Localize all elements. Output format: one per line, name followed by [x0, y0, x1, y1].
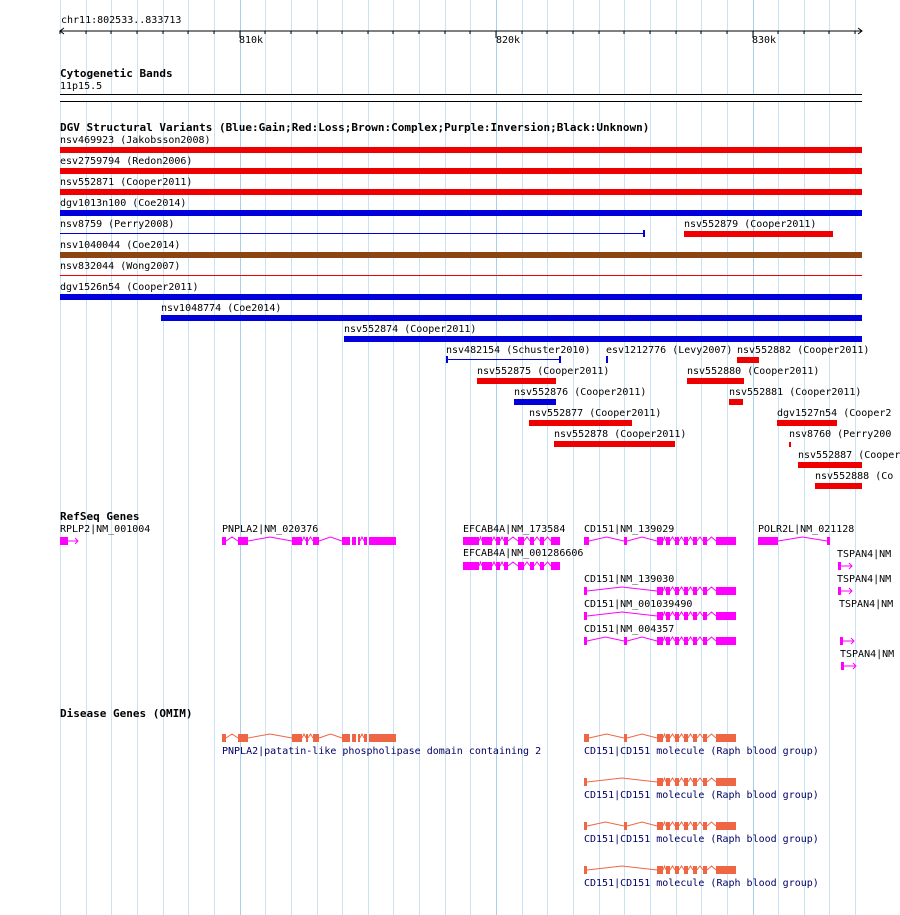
omim-cd151-gene-3-exon: [657, 822, 663, 830]
omim-cd151-gene-1-exon: [693, 734, 697, 742]
omim-cd151-gene-1-exon: [716, 734, 736, 742]
tick-label-820k: 820k: [496, 35, 521, 46]
omim-gene-link[interactable]: PNPLA2|patatin-like phospholipase domain containing 2: [222, 746, 542, 757]
omim-cd151-gene-3-exon: [703, 822, 707, 830]
omim-cd151-gene-4-exon: [584, 866, 587, 874]
omim-pnpla2-gene-exon: [306, 734, 308, 742]
gene-label: EFCAB4A|NM_001286606: [463, 548, 584, 559]
omim-pnpla2-gene-exon: [222, 734, 226, 742]
gene-label: CD151|NM_139030: [584, 574, 675, 585]
variant-label: nsv832044 (Wong2007): [60, 261, 181, 272]
gene-label: POLR2L|NM_021128: [758, 524, 855, 535]
gene-label: CD151|NM_004357: [584, 624, 675, 635]
variant-label: nsv552876 (Cooper2011): [514, 387, 647, 398]
variant-label: dgv1527n54 (Cooper2: [777, 408, 892, 419]
omim-pnpla2-gene-exon: [342, 734, 350, 742]
gene-label: TSPAN4|NM: [839, 599, 894, 610]
variant-label: nsv552875 (Cooper2011): [477, 366, 610, 377]
variant-label: nsv482154 (Schuster2010): [446, 345, 591, 356]
variant-label: nsv552874 (Cooper2011): [344, 324, 477, 335]
gene-label: CD151|NM_139029: [584, 524, 675, 535]
omim-cd151-gene-1-exon: [624, 734, 627, 742]
omim-cd151-gene-4-exon: [703, 866, 707, 874]
omim-cd151-gene-2-exon: [693, 778, 697, 786]
omim-cd151-gene-2-exon: [584, 778, 587, 786]
omim-cd151-gene-2: [584, 778, 736, 786]
omim-cd151-gene-3-exon: [693, 822, 697, 830]
variant-label: nsv8759 (Perry2008): [60, 219, 175, 230]
gene-label: TSPAN4|NM: [840, 649, 895, 660]
gene-label: PNPLA2|NM_020376: [222, 524, 319, 535]
gene-label: RPLP2|NM_001004: [60, 524, 151, 535]
variant-label: nsv552871 (Cooper2011): [60, 177, 193, 188]
omim-cd151-gene-2-exon: [716, 778, 736, 786]
omim-cd151-gene-1-exon: [657, 734, 663, 742]
variant-label: nsv552887 (Cooper: [798, 450, 900, 461]
gene-label: CD151|NM_001039490: [584, 599, 693, 610]
omim-cd151-gene-4-exon: [666, 866, 670, 874]
omim-pnpla2-gene-exon: [364, 734, 367, 742]
omim-cd151-gene-2-exon: [657, 778, 663, 786]
variant-label: nsv552878 (Cooper2011): [554, 429, 687, 440]
variant-label: nsv552877 (Cooper2011): [529, 408, 662, 419]
gene-label: EFCAB4A|NM_173584: [463, 524, 566, 535]
omim-cd151-gene-1: [584, 734, 736, 742]
omim-cd151-gene-3-exon: [684, 822, 688, 830]
omim-pnpla2-gene: [222, 734, 396, 742]
tick-label-810k: 810k: [239, 35, 264, 46]
omim-cd151-gene-3-exon: [624, 822, 627, 830]
omim-cd151-gene-2-exon: [666, 778, 670, 786]
variant-label: nsv552880 (Cooper2011): [687, 366, 820, 377]
omim-cd151-gene-4-exon: [693, 866, 697, 874]
gene-label: TSPAN4|NM: [837, 549, 892, 560]
omim-cd151-gene-2-exon: [675, 778, 679, 786]
region-label: chr11:802533..833713: [61, 15, 182, 26]
omim-gene-link[interactable]: CD151|CD151 molecule (Raph blood group): [584, 790, 819, 801]
variant-label: nsv552888 (Co: [815, 471, 894, 482]
omim-cd151-gene-1-exon: [703, 734, 707, 742]
omim-cd151-gene-3: [584, 822, 736, 830]
omim-cd151-gene-1-exon: [584, 734, 589, 742]
dgv-track-title: DGV Structural Variants (Blue:Gain;Red:Loss;Brown:Complex;Purple:Inversion;Black:Unknown): [60, 121, 650, 134]
omim-cd151-gene-4-exon: [675, 866, 679, 874]
gene-label: TSPAN4|NM: [837, 574, 892, 585]
omim-gene-link[interactable]: CD151|CD151 molecule (Raph blood group): [584, 746, 819, 757]
omim-cd151-gene-2-exon: [684, 778, 688, 786]
variant-label: nsv469923 (Jakobsson2008): [60, 135, 211, 146]
omim-pnpla2-gene-exon: [292, 734, 302, 742]
omim-cd151-gene-1-exon: [675, 734, 679, 742]
omim-cd151-gene-3-exon: [716, 822, 736, 830]
variant-label: nsv8760 (Perry200: [789, 429, 892, 440]
refseq-track-title: RefSeq Genes: [60, 510, 140, 523]
omim-cd151-gene-4: [584, 866, 736, 874]
variant-label: esv2759794 (Redon2006): [60, 156, 193, 167]
variant-label: esv1212776 (Levy2007): [606, 345, 733, 356]
variant-label: nsv552881 (Cooper2011): [729, 387, 862, 398]
omim-pnpla2-gene-exon: [358, 734, 360, 742]
omim-cd151-gene-4-exon: [684, 866, 688, 874]
omim-track-title: Disease Genes (OMIM): [60, 707, 193, 720]
omim-pnpla2-gene-exon: [238, 734, 248, 742]
omim-pnpla2-gene-exon: [352, 734, 356, 742]
omim-cd151-gene-3-exon: [666, 822, 670, 830]
omim-gene-link[interactable]: CD151|CD151 molecule (Raph blood group): [584, 834, 819, 845]
omim-pnpla2-gene-exon: [369, 734, 396, 742]
omim-cd151-gene-1-exon: [666, 734, 670, 742]
omim-cd151-gene-2-exon: [703, 778, 707, 786]
omim-gene-link[interactable]: CD151|CD151 molecule (Raph blood group): [584, 878, 819, 889]
variant-label: nsv1040044 (Coe2014): [60, 240, 181, 251]
variant-label: nsv1048774 (Coe2014): [161, 303, 282, 314]
omim-cd151-gene-4-exon: [716, 866, 736, 874]
variant-label: dgv1526n54 (Cooper2011): [60, 282, 199, 293]
variant-label: dgv1013n100 (Coe2014): [60, 198, 187, 209]
omim-pnpla2-gene-exon: [313, 734, 319, 742]
variant-label: nsv552882 (Cooper2011): [737, 345, 870, 356]
cytoband-label: 11p15.5: [60, 81, 103, 92]
omim-cd151-gene-1-exon: [684, 734, 688, 742]
variant-label: nsv552879 (Cooper2011): [684, 219, 817, 230]
omim-cd151-gene-4-exon: [657, 866, 663, 874]
omim-cd151-gene-3-exon: [584, 822, 587, 830]
tick-label-830k: 830k: [752, 35, 777, 46]
cytoband-track-title: Cytogenetic Bands: [60, 67, 173, 80]
omim-cd151-gene-3-exon: [675, 822, 679, 830]
